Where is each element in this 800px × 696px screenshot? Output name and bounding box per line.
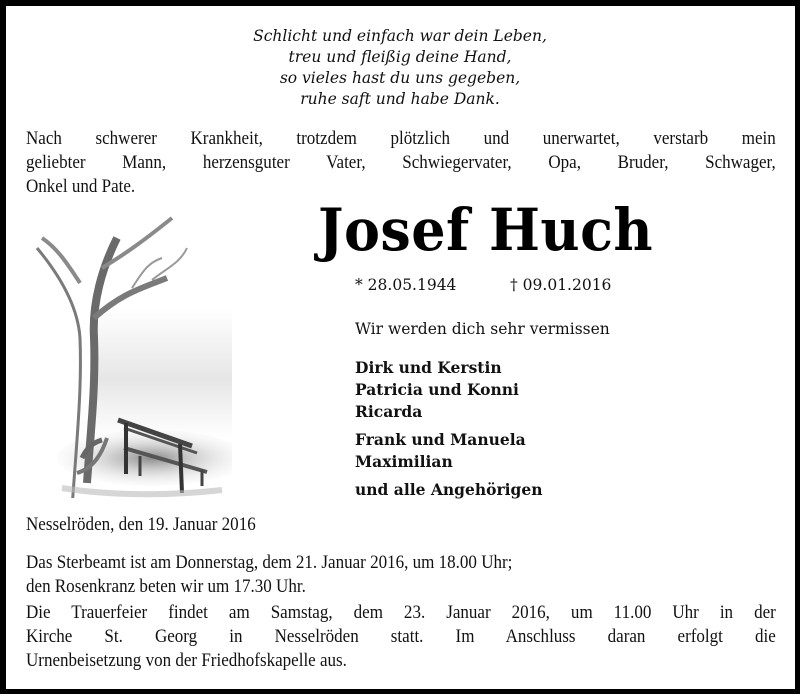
- death-date: † 09.01.2016: [510, 276, 612, 294]
- service-line: den Rosenkranz beten wir um 17.30 Uhr.: [26, 577, 306, 597]
- funeral-line: Kirche St. Georg in Nesselröden statt. Im Anschluss daran erfolgt die: [26, 627, 776, 647]
- mourner-group: [355, 479, 542, 501]
- funeral-info: [26, 601, 776, 673]
- intro-line: geliebter Mann, herzensguter Vater, Schwiegervater, Opa, Bruder, Schwager,: [26, 153, 776, 173]
- mourner-name: Maximilian: [355, 452, 453, 471]
- poem: [0, 26, 800, 110]
- place-and-date: Nesselröden, den 19. Januar 2016: [26, 515, 256, 535]
- mourner-group: [355, 429, 542, 473]
- mourner-name: Patricia und Konni: [355, 380, 519, 399]
- mourner-name: und alle Angehörigen: [355, 480, 543, 499]
- mourner-name: Ricarda: [355, 402, 423, 421]
- mourner-name: Dirk und Kerstin: [355, 358, 502, 377]
- tree-and-bench-sketch-icon: [32, 208, 232, 498]
- poem-line: Schlicht und einfach war dein Leben,: [253, 27, 547, 45]
- funeral-line: Urnenbeisetzung von der Friedhofskapelle aus.: [26, 651, 347, 671]
- poem-line: so vieles hast du uns gegeben,: [279, 69, 521, 87]
- funeral-line: Die Trauerfeier findet am Samstag, dem 23. Januar 2016, um 11.00 Uhr in der: [26, 603, 776, 623]
- mourner-group: [355, 357, 542, 423]
- service-info: [26, 551, 512, 599]
- poem-line: treu und fleißig deine Hand,: [288, 48, 512, 66]
- service-line: Das Sterbeamt ist am Donnerstag, dem 21. Januar 2016, um 18.00 Uhr;: [26, 553, 513, 573]
- mourners-heading: Wir werden dich sehr vermissen: [355, 320, 610, 338]
- deceased-name: Josef Huch: [318, 196, 654, 264]
- mourners-list: [355, 357, 542, 507]
- intro-line: Nach schwerer Krankheit, trotzdem plötzlich und unerwartet, verstarb mein: [26, 129, 776, 149]
- mourner-name: Frank und Manuela: [355, 430, 526, 449]
- intro-text: [26, 127, 776, 199]
- intro-line: Onkel und Pate.: [26, 177, 136, 197]
- birth-date: * 28.05.1944: [355, 276, 457, 294]
- poem-line: ruhe saft und habe Dank.: [300, 90, 500, 108]
